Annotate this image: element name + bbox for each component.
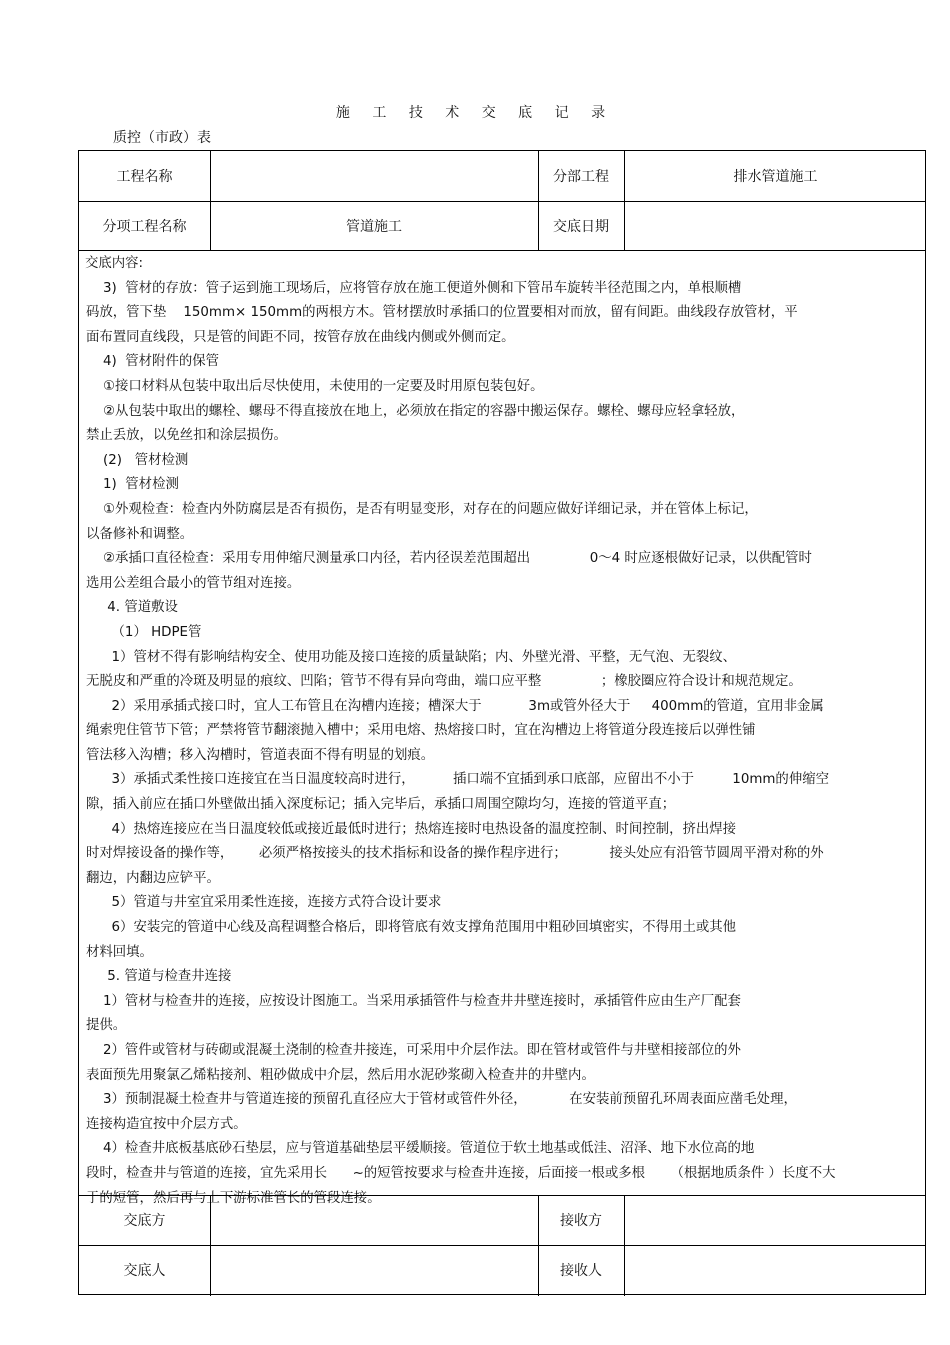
content-line: 于的短管，然后再与上下游标准管长的管段连接。 (86, 1190, 381, 1206)
content-line: 6）安装完的管道中心线及高程调整合格后，即将管底有效支撑角范围用中粗砂回填密实，不得用土或其他 (86, 920, 737, 936)
content-line: 5. 管道与检查井连接 (86, 969, 232, 985)
receiver-person-value[interactable] (624, 1245, 927, 1295)
content-line: ②从包装中取出的螺栓、螺母不得直接放在地上，必须放在指定的容器中搬运保存。螺栓、螺母应轻拿轻放， (86, 403, 745, 419)
content-line: 2）采用承插式接口时，宜人工布管且在沟槽内连接；槽深大于 3m或管外径大于 400mm的管道，宜用非金属 (86, 698, 824, 714)
content-line: 禁止丢放，以免丝扣和涂层损伤。 (86, 428, 287, 444)
content-line: 面布置同直线段，只是管的间距不同，按管存放在曲线内侧或外侧而定。 (86, 329, 515, 345)
content-line: 绳索兜住管节下管；严禁将管节翻滚抛入槽中；采用电熔、热熔接口时，宜在沟槽边上将管道分段连接后以弹性铺 (86, 723, 756, 739)
handover-person-label: 交底人 (123, 1263, 166, 1279)
content-line: 无脱皮和严重的冷斑及明显的痕纹、凹陷；管节不得有异向弯曲，端口应平整 ；橡胶圈应符合设计和规范规定。 (86, 674, 802, 690)
content-line: （1） HDPE管 (86, 624, 202, 640)
date-value[interactable] (624, 201, 927, 250)
content-line: 1）管材与检查井的连接，应按设计图施工。当采用承插管件与检查井井壁连接时，承插管件应由生产厂配套 (86, 993, 741, 1009)
content-line: 4. 管道敷设 (86, 600, 178, 616)
content-line: 4）检查井底板基底砂石垫层，应与管道基础垫层平缓顺接。管道位于软土地基或低洼、沼泽、地下水位高的地 (86, 1141, 755, 1157)
subitem-value[interactable]: 管道施工 (346, 218, 402, 235)
content-line: 时对焊接设备的操作等， 必须严格按接头的技术指标和设备的操作程序进行； 接头处应有沿管节圆周平滑对称的外 (86, 846, 824, 862)
handover-person-value[interactable] (210, 1245, 538, 1295)
subitem-label: 分项工程名称 (102, 218, 187, 235)
content-line: (2) 管材检测 (86, 452, 189, 468)
content-line: 5）管道与井室宜采用柔性连接，连接方式符合设计要求 (86, 895, 442, 911)
project-name-label: 工程名称 (116, 169, 173, 185)
division-value[interactable]: 排水管道施工 (733, 169, 818, 185)
project-name-value[interactable] (210, 151, 538, 201)
content-line: 表面预先用聚氯乙烯粘接剂、粗砂做成中介层，然后用水泥砂浆砌入检查井的井壁内。 (86, 1067, 595, 1083)
receiver-party-label: 接收方 (560, 1213, 602, 1229)
content-line: 以备修补和调整。 (86, 526, 194, 542)
division-label: 分部工程 (553, 169, 609, 185)
content-line: 4) 管材附件的保管 (86, 354, 220, 370)
content-line: 选用公差组合最小的管节组对连接。 (86, 575, 301, 591)
content-line: ①接口材料从包装中取出后尽快使用，未使用的一定要及时用原包装包好。 (86, 378, 544, 394)
content-line: 3）预制混凝土检查井与管道连接的预留孔直径应大于管材或管件外径， 在安装前预留孔环周表面应凿毛处理， (86, 1092, 797, 1108)
content-line: 1）管材不得有影响结构安全、使用功能及接口连接的质量缺陷；内、外壁光滑、平整，无气泡、无裂纹、 (86, 649, 737, 665)
form-code: 质控（市政）表 (113, 130, 211, 146)
content-line: 4）热熔连接应在当日温度较低或接近最低时进行；热熔连接时电热设备的温度控制、时间控制，挤出焊接 (86, 821, 737, 837)
handover-party-value[interactable] (210, 1195, 538, 1245)
content-line: 管法移入沟槽；移入沟槽时，管道表面不得有明显的划痕。 (86, 747, 435, 763)
receiver-party-value[interactable] (624, 1195, 927, 1245)
content-line: 连接构造宜按中介层方式。 (86, 1116, 247, 1132)
document-title: 施 工 技 术 交 底 记 录 (335, 105, 615, 121)
row-divider (79, 250, 925, 251)
content-line: ①外观检查：检查内外防腐层是否有损伤，是否有明显变形，对存在的问题应做好详细记录，并在管体上标记， (86, 501, 758, 517)
content-line: ②承插口直径检查：采用专用伸缩尺测量承口内径，若内径误差范围超出 0～4 时应逐根做好记录，以供配管时 (86, 551, 812, 567)
content-line: 提供。 (86, 1018, 127, 1034)
content-line: 3) 管材的存放：管子运到施工现场后，应将管存放在施工便道外侧和下管吊车旋转半径范围之内，单根顺槽 (86, 280, 742, 296)
content-line: 段时，检查井与管道的连接，宜先采用长 ~的短管按要求与检查井连接，后面接一根或多根 （根据地质条件 ）长度不大 (86, 1165, 836, 1181)
content-label: 交底内容: (85, 256, 144, 271)
content-line: 隙，插入前应在插口外壁做出插入深度标记；插入完毕后，承插口周围空隙均匀，连接的管道平直； (86, 797, 676, 813)
record-table (78, 150, 926, 1295)
content-line: 材料回填。 (86, 944, 153, 960)
content-line: 3）承插式柔性接口连接宜在当日温度较高时进行， 插口端不宜插到承口底部，应留出不小于 10mm的伸缩空 (86, 772, 829, 788)
content-line: 2）管件或管材与砖砌或混凝土浇制的检查井接连，可采用中介层作法。即在管材或管件与井壁相接部位的外 (86, 1043, 741, 1058)
content-line: 码放，管下垫 150mm× 150mm的两根方木。管材摆放时承插口的位置要相对而放，留有间距。曲线段存放管材，平 (86, 305, 798, 321)
handover-content (86, 252, 926, 1211)
content-line: 翻边，内翻边应铲平。 (86, 870, 220, 886)
receiver-person-label: 接收人 (560, 1263, 602, 1279)
handover-party-label: 交底方 (123, 1213, 166, 1229)
content-line: 1) 管材检测 (86, 477, 179, 493)
date-label: 交底日期 (553, 218, 609, 235)
